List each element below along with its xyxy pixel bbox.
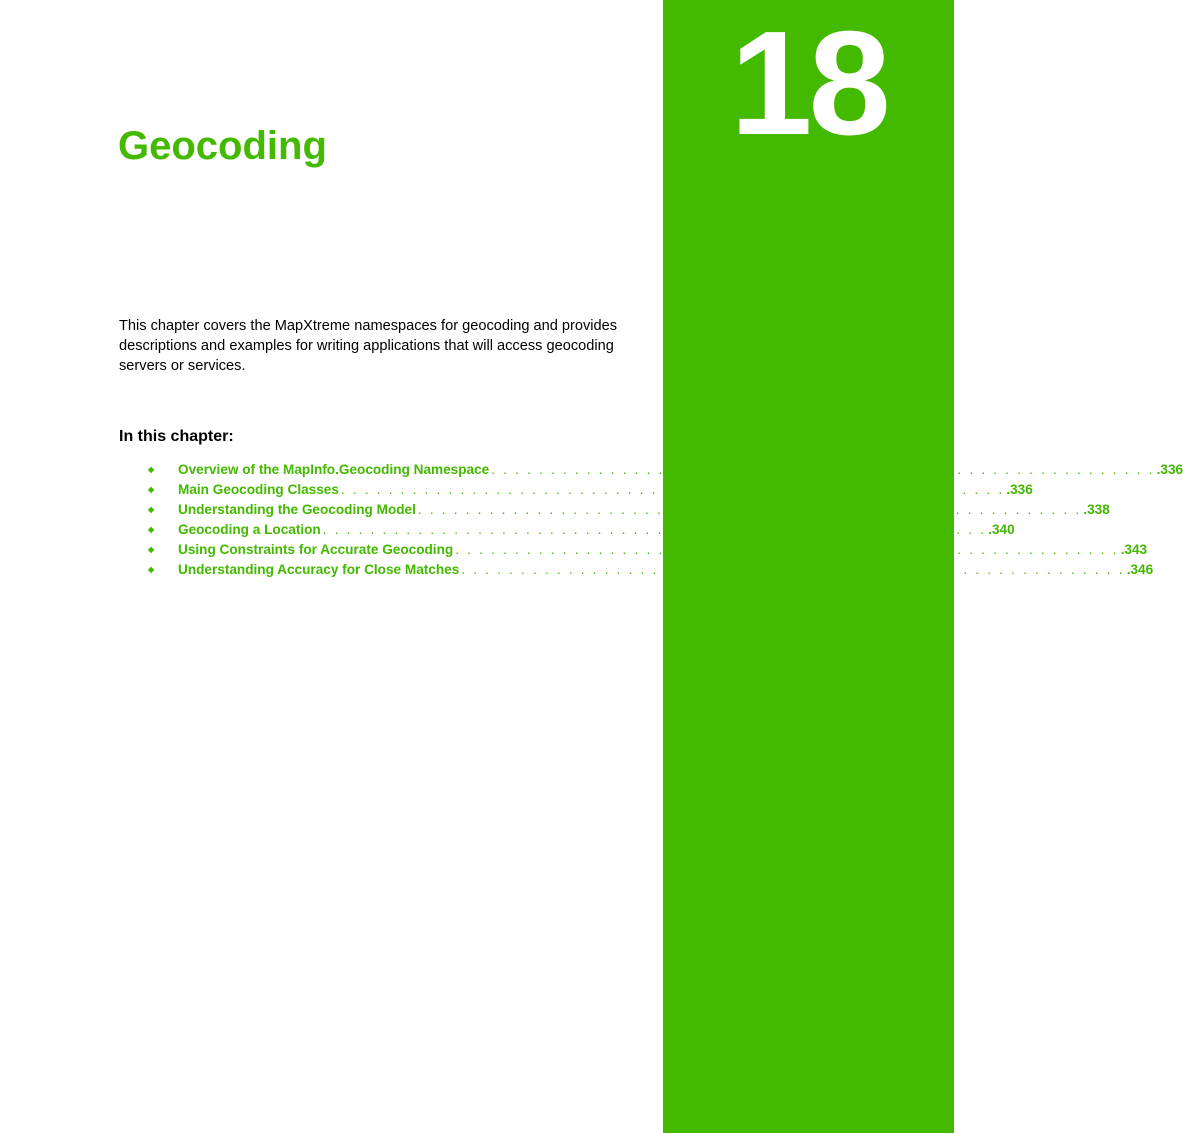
diamond-bullet-icon: ◆: [148, 465, 155, 474]
diamond-bullet-icon: ◆: [148, 485, 155, 494]
toc-item-label: Overview of the MapInfo.Geocoding Namespace: [178, 462, 490, 477]
toc-item-page: .336: [1156, 462, 1183, 477]
toc-item-label: Geocoding a Location: [178, 522, 321, 537]
toc-item-page: .338: [1083, 502, 1110, 517]
toc-dot-leader: . . . . . . . . . . . . . . . . . . . . . . . . . . . . . . . . . . . . . . . . . . . . . . . . . . . . . . . .: [417, 502, 1082, 517]
toc-dot-leader: . . . . . . . . . . . . . . . . . . . . . . . . . . . . . . . . . . . . . . . . . . . . . . . . . . . . . . . .: [322, 522, 987, 537]
toc-item-label: Main Geocoding Classes: [178, 482, 339, 497]
toc-dot-leader: . . . . . . . . . . . . . . . . . . . . . . . . . . . . . . . . . . . . . . . . . . . . . . . . . . . . . . . .: [461, 562, 1125, 577]
toc-item-geocoding-location[interactable]: [148, 520, 1015, 540]
toc-item-accuracy[interactable]: [148, 560, 1154, 580]
toc-item-page: .346: [1126, 562, 1154, 577]
toc-item-label: Understanding the Geocoding Model: [178, 502, 416, 517]
chapter-intro: This chapter covers the MapXtreme namespaces for geocoding and provides descriptions and examples for writing applications that will access geocoding servers or services.: [119, 318, 618, 374]
toc-item-label: Understanding Accuracy for Close Matches: [178, 562, 460, 577]
diamond-bullet-icon: ◆: [148, 565, 155, 574]
diamond-bullet-icon: ◆: [148, 525, 155, 534]
toc-item-label: Using Constraints for Accurate Geocoding: [178, 542, 454, 557]
toc-item-main-classes[interactable]: [148, 480, 1033, 500]
diamond-bullet-icon: ◆: [148, 505, 155, 514]
toc-item-page: .340: [988, 522, 1015, 537]
toc-dot-leader: . . . . . . . . . . . . . . . . . . . . . . . . . . . . . . . . . . . . . . . . . . . . . . . . . . . . . . . .: [491, 462, 1155, 477]
toc-item-geocoding-model[interactable]: [148, 500, 1110, 520]
toc-item-page: .336: [1006, 482, 1033, 497]
toc-item-page: .343: [1120, 542, 1148, 557]
diamond-bullet-icon: ◆: [148, 545, 155, 554]
chapter-title: Geocoding: [118, 124, 327, 168]
toc-item-overview[interactable]: [148, 460, 1183, 480]
toc-heading: In this chapter:: [119, 428, 234, 445]
chapter-number: 18: [730, 1, 887, 166]
toc-dot-leader: . . . . . . . . . . . . . . . . . . . . . . . . . . . . . . . . . . . . . . . . . . . . . . . . . . . . . . . .: [455, 542, 1119, 557]
chapter-toc: [148, 460, 1183, 580]
toc-item-constraints[interactable]: [148, 540, 1148, 560]
toc-dot-leader: . . . . . . . . . . . . . . . . . . . . . . . . . . . . . . . . . . . . . . . . . . . . . . . . . . . . . . . .: [340, 482, 1005, 497]
